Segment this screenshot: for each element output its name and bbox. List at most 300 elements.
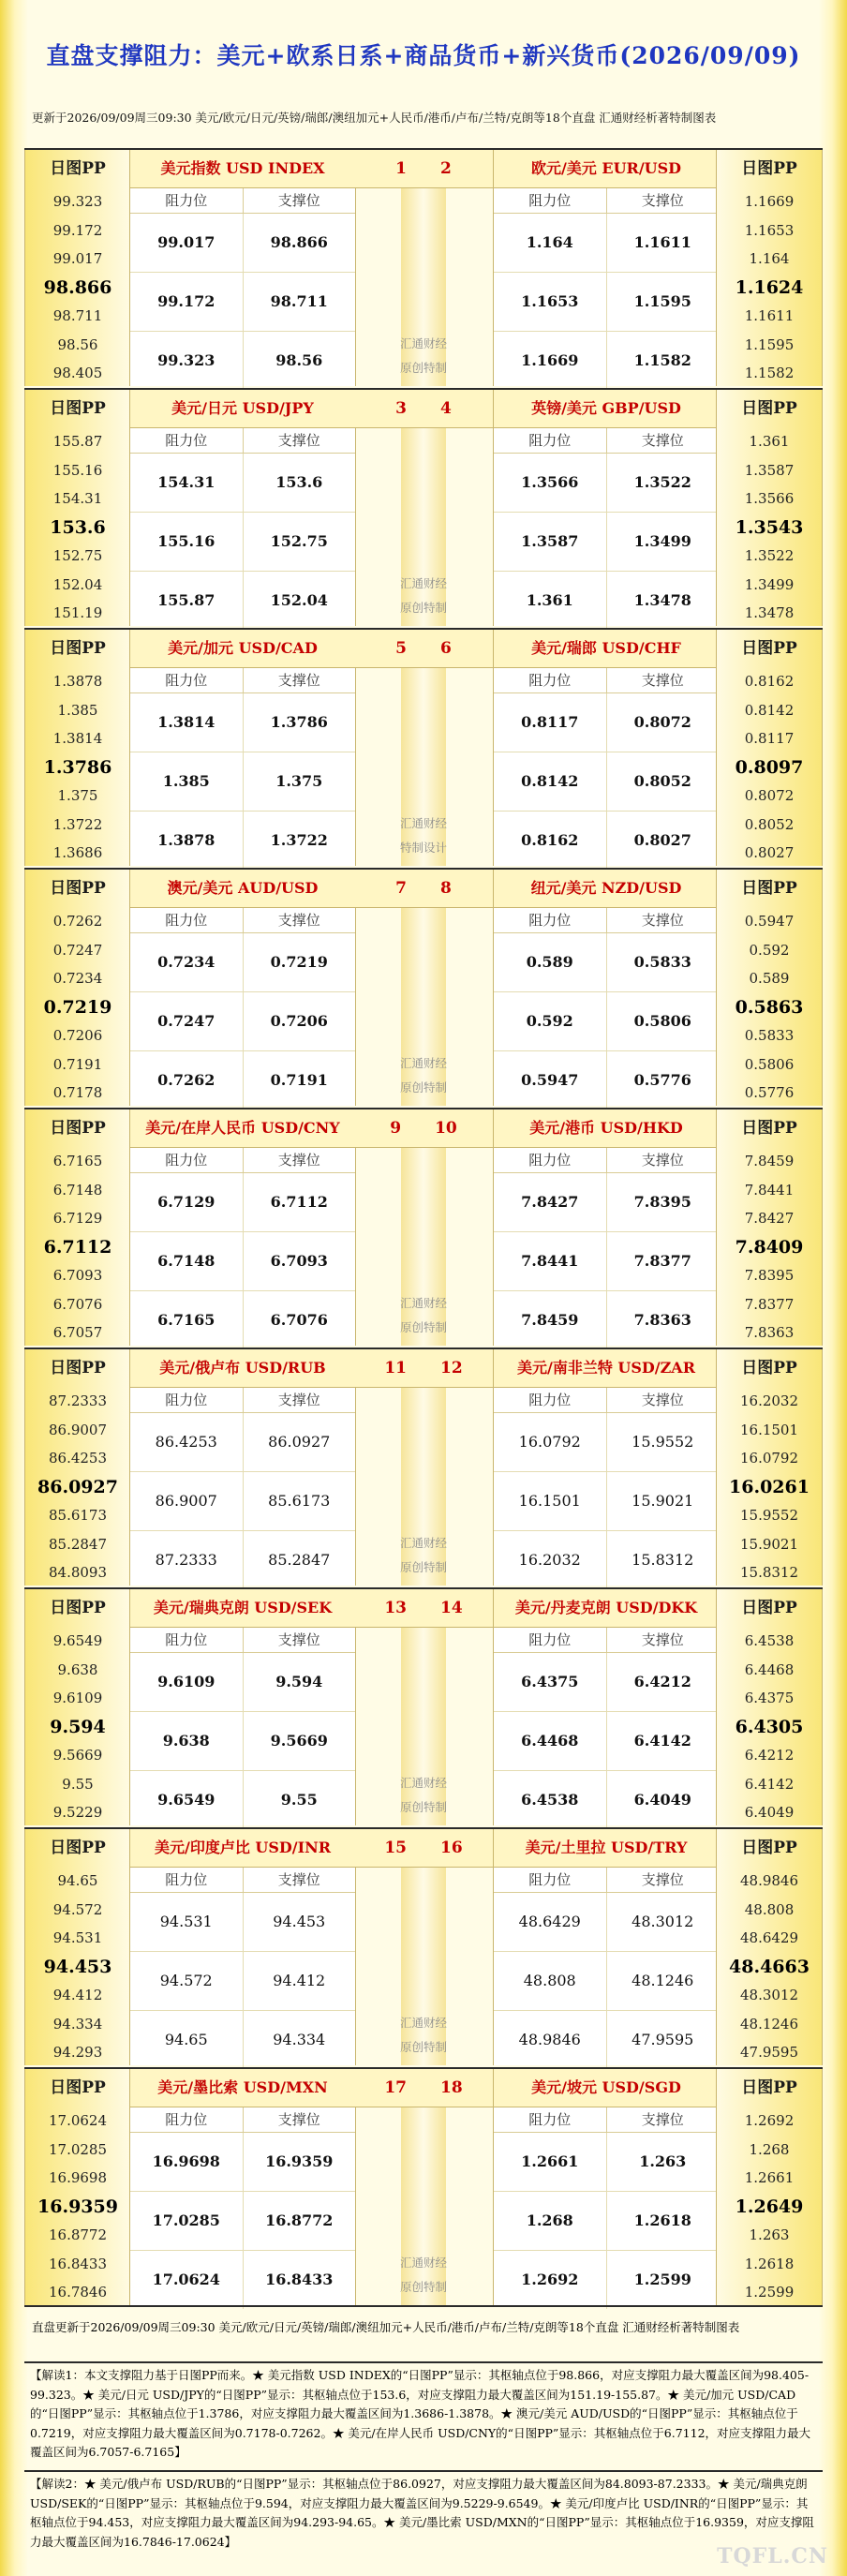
watermark-text <box>382 1531 465 1580</box>
pp-level: 0.7178 <box>52 1084 103 1101</box>
support-header: 支撑位 <box>606 1868 720 1892</box>
resistance-value: 99.172 <box>157 292 215 310</box>
support-value: 48.3012 <box>606 1893 720 1951</box>
level-row <box>494 2011 719 2069</box>
pp-column-left <box>24 150 131 386</box>
pivot-value: 1.3543 <box>735 516 804 538</box>
level-row <box>130 572 355 630</box>
levels-table-right <box>493 1589 720 1825</box>
levels-table-right <box>493 630 720 866</box>
support-value: 98.866 <box>243 214 356 272</box>
pp-level: 0.5776 <box>744 1084 795 1101</box>
pp-column-left <box>24 630 131 866</box>
pp-column-right <box>716 390 823 626</box>
support-header: 支撑位 <box>243 1868 356 1892</box>
pp-level: 1.1669 <box>744 193 795 210</box>
support-value: 0.7219 <box>243 933 356 991</box>
pp-level: 99.323 <box>52 193 103 210</box>
support-value: 15.9021 <box>606 1472 720 1530</box>
pair-name: 澳元/美元 AUD/USD <box>130 870 355 908</box>
support-value: 1.375 <box>243 752 356 811</box>
pp-level: 155.16 <box>52 461 103 479</box>
watermark-text <box>382 812 465 860</box>
pp-level: 0.7206 <box>52 1027 103 1044</box>
pair-index-column <box>354 1589 493 1825</box>
pair-row <box>24 2067 823 2307</box>
pp-level: 94.412 <box>52 1987 103 2003</box>
resistance-value: 16.2032 <box>518 1551 581 1569</box>
pivot-value: 16.9359 <box>37 2196 118 2217</box>
pp-level: 0.8142 <box>744 701 795 719</box>
resistance-value: 86.9007 <box>155 1492 217 1510</box>
pp-level: 48.3012 <box>739 1987 799 2003</box>
pp-column-left <box>24 1109 131 1346</box>
resistance-value: 1.385 <box>162 772 210 790</box>
pp-level: 7.8441 <box>744 1181 795 1199</box>
support-value: 1.3722 <box>243 812 356 870</box>
level-row <box>494 2251 719 2309</box>
pair-row <box>24 628 823 868</box>
support-header: 支撑位 <box>606 1148 720 1172</box>
support-value: 9.55 <box>243 1771 356 1829</box>
support-value: 6.7112 <box>243 1173 356 1231</box>
pp-column-left <box>24 870 131 1106</box>
support-header: 支撑位 <box>606 428 720 453</box>
resistance-value: 17.0624 <box>152 2271 220 2288</box>
pp-level: 6.4142 <box>744 1775 795 1793</box>
support-value: 6.7076 <box>243 1291 356 1349</box>
level-row <box>130 273 355 332</box>
resistance-value: 17.0285 <box>152 2211 220 2229</box>
watermark-text <box>382 1051 465 1100</box>
resistance-value: 7.8441 <box>521 1252 579 1270</box>
pair-numbers <box>354 390 493 428</box>
watermark-line-2: 原创特制 <box>399 2280 447 2294</box>
level-row <box>130 1413 355 1472</box>
resistance-value: 86.4253 <box>155 1433 217 1451</box>
support-value: 98.711 <box>243 273 356 331</box>
resistance-value: 1.1669 <box>521 351 579 369</box>
column-headers <box>130 1628 355 1653</box>
level-row <box>130 2251 355 2309</box>
pp-level: 7.8427 <box>744 1210 795 1227</box>
level-row <box>494 1952 719 2011</box>
pp-level: 6.7076 <box>52 1295 103 1313</box>
pp-level: 1.1595 <box>744 335 795 353</box>
support-header: 支撑位 <box>606 188 720 213</box>
pp-level: 94.572 <box>52 1900 103 1918</box>
pp-column-right <box>716 1349 823 1586</box>
resistance-header: 阻力位 <box>165 1152 208 1169</box>
levels-table-left <box>129 1589 356 1825</box>
level-row <box>494 2192 719 2251</box>
pair-numbers <box>354 630 493 668</box>
levels-table-left <box>129 630 356 866</box>
pp-level: 9.5669 <box>52 1747 103 1764</box>
row-divider <box>24 2305 823 2307</box>
resistance-value: 0.8142 <box>521 772 579 790</box>
pivot-value: 9.594 <box>50 1716 106 1737</box>
pp-level: 0.5947 <box>744 913 795 930</box>
resistance-header: 阻力位 <box>165 192 208 209</box>
pair-row <box>24 868 823 1108</box>
level-row <box>130 1051 355 1109</box>
pp-level: 0.5833 <box>744 1027 795 1044</box>
support-header: 支撑位 <box>243 1148 356 1172</box>
resistance-value: 1.164 <box>526 233 573 251</box>
pp-level: 6.4538 <box>744 1632 795 1649</box>
level-row <box>494 273 719 332</box>
column-headers <box>130 2107 355 2133</box>
level-row <box>130 1232 355 1291</box>
resistance-value: 6.4468 <box>521 1732 579 1750</box>
column-headers <box>494 1868 719 1893</box>
level-row <box>130 693 355 752</box>
pair-name: 纽元/美元 NZD/USD <box>494 870 719 908</box>
levels-table-right <box>493 1829 720 2065</box>
support-value: 152.04 <box>243 572 356 630</box>
resistance-value: 0.592 <box>526 1012 573 1030</box>
pivot-value: 1.2649 <box>735 2196 804 2217</box>
pp-level: 0.8052 <box>744 815 795 833</box>
pivot-value: 1.3786 <box>43 756 112 778</box>
support-value: 0.7191 <box>243 1051 356 1109</box>
levels-table-right <box>493 1349 720 1586</box>
update-info-bottom: 直盘更新于2026/09/09周三09:30 美元/欧元/日元/英镑/瑞郎/澳纽加元+人民币/港币/卢布/兰特/克朗等18个直盘 汇通财经析著特制图表 <box>32 2320 740 2334</box>
resistance-header: 阻力位 <box>528 192 572 209</box>
resistance-value: 1.3878 <box>157 831 215 849</box>
resistance-value: 16.1501 <box>518 1492 581 1510</box>
pp-level: 1.3522 <box>744 547 795 564</box>
support-value: 6.7093 <box>243 1232 356 1290</box>
pp-level: 0.8027 <box>744 844 795 861</box>
pp-level: 152.04 <box>52 575 103 593</box>
page-title: 直盘支撑阻力：美元+欧系日系+商品货币+新兴货币(2026/09/09) <box>46 42 801 69</box>
support-value: 1.1611 <box>606 214 720 272</box>
resistance-header: 阻力位 <box>528 1631 572 1648</box>
pp-level: 1.2599 <box>744 2284 795 2301</box>
support-value: 94.453 <box>243 1893 356 1951</box>
pp-level: 86.9007 <box>48 1421 108 1438</box>
resistance-header: 阻力位 <box>165 1871 208 1888</box>
level-row <box>130 2192 355 2251</box>
resistance-value: 99.017 <box>157 233 215 251</box>
support-value: 48.1246 <box>606 1952 720 2010</box>
support-value: 0.8052 <box>606 752 720 811</box>
level-row <box>494 812 719 870</box>
pp-level: 87.2333 <box>48 1392 108 1409</box>
support-value: 0.8027 <box>606 812 720 870</box>
pair-name: 美元/在岸人民币 USD/CNY <box>130 1109 355 1148</box>
column-headers <box>494 908 719 933</box>
pp-header: 日图PP <box>741 2078 797 2097</box>
column-headers <box>494 188 719 214</box>
pivot-value: 6.7112 <box>43 1236 112 1258</box>
levels-table-left <box>129 1829 356 2065</box>
support-value: 1.3478 <box>606 572 720 630</box>
pair-number-left: 11 <box>384 1359 407 1377</box>
resistance-value: 9.6549 <box>157 1791 215 1809</box>
resistance-header: 阻力位 <box>528 432 572 449</box>
support-value: 0.8072 <box>606 693 720 752</box>
pp-header: 日图PP <box>741 399 797 418</box>
watermark-line-1: 汇通财经 <box>399 1056 447 1070</box>
pp-column-right <box>716 1589 823 1825</box>
level-row <box>130 933 355 992</box>
resistance-header: 阻力位 <box>528 2111 572 2128</box>
resistance-value: 1.3814 <box>157 713 215 731</box>
pp-level: 1.268 <box>749 2140 790 2158</box>
resistance-value: 6.4538 <box>521 1791 579 1809</box>
pp-level: 1.3722 <box>52 815 103 833</box>
pair-name: 美元/加元 USD/CAD <box>130 630 355 668</box>
pair-row <box>24 388 823 628</box>
level-row <box>130 1472 355 1531</box>
watermark-line-2: 原创特制 <box>399 361 447 375</box>
pp-header: 日图PP <box>50 2078 106 2097</box>
resistance-value: 1.361 <box>526 591 573 609</box>
level-row <box>494 2133 719 2192</box>
watermark-line-1: 汇通财经 <box>399 336 447 350</box>
levels-table-right <box>493 1109 720 1346</box>
pair-numbers <box>354 1109 493 1148</box>
pp-header: 日图PP <box>741 1599 797 1617</box>
levels-table-left <box>129 1109 356 1346</box>
level-row <box>494 1413 719 1472</box>
pair-number-right: 16 <box>440 1839 463 1857</box>
pp-level: 16.8433 <box>48 2255 108 2272</box>
pp-level: 85.6173 <box>48 1507 108 1524</box>
resistance-value: 0.7234 <box>157 953 215 971</box>
pp-level: 155.87 <box>52 433 103 450</box>
pair-name: 美元/日元 USD/JPY <box>130 390 355 428</box>
resistance-value: 1.2661 <box>521 2152 579 2170</box>
column-headers <box>130 428 355 454</box>
pp-header: 日图PP <box>741 1839 797 1857</box>
level-row <box>130 1173 355 1232</box>
levels-table-right <box>493 390 720 626</box>
pp-header: 日图PP <box>741 1119 797 1138</box>
pp-level: 1.361 <box>749 433 790 450</box>
resistance-value: 7.8427 <box>521 1193 579 1211</box>
level-row <box>130 752 355 812</box>
pp-level: 94.293 <box>52 2044 103 2061</box>
resistance-header: 阻力位 <box>165 1631 208 1648</box>
watermark-line-1: 汇通财经 <box>399 2256 447 2270</box>
support-header: 支撑位 <box>243 428 356 453</box>
pp-level: 1.263 <box>749 2226 790 2243</box>
support-value: 15.9552 <box>606 1413 720 1471</box>
column-headers <box>130 908 355 933</box>
pair-name: 美元/坡元 USD/SGD <box>494 2069 719 2107</box>
resistance-value: 155.16 <box>157 532 215 550</box>
pair-index-column <box>354 870 493 1106</box>
pp-level: 98.405 <box>52 365 103 381</box>
level-row <box>130 1291 355 1349</box>
support-value: 16.9359 <box>243 2133 356 2191</box>
resistance-value: 6.7148 <box>157 1252 215 1270</box>
pp-level: 0.8117 <box>744 730 795 747</box>
level-row <box>494 752 719 812</box>
watermark-line-2: 原创特制 <box>399 1800 447 1814</box>
watermark-line-2: 原创特制 <box>399 601 447 615</box>
pp-level: 1.1653 <box>744 221 795 239</box>
pp-level: 94.334 <box>52 2015 103 2033</box>
pair-number-left: 7 <box>395 879 407 898</box>
watermark-line-2: 原创特制 <box>399 1320 447 1334</box>
resistance-value: 155.87 <box>157 591 215 609</box>
resistance-header: 阻力位 <box>528 1392 572 1408</box>
pp-level: 16.7846 <box>48 2284 108 2301</box>
levels-table-left <box>129 390 356 626</box>
note-2: 【解读2：★ 美元/俄卢布 USD/RUB的“日图PP”显示：其枢轴点位于86.0927，对应支撑阻力最大覆盖区间为84.8093-87.2333。★ 美元/瑞典克朗 USD/SEK的“日图PP”显示：其枢轴点位于9.594，对应支撑阻力最大覆盖区间为9.5229-9.6549。★ 美元/印度卢比 USD/INR的“日图PP”显示：其枢轴点位于94.453，对应支撑阻力最大覆盖区间为94.293-94.65。★ 美元/墨比索 USD/MXN的“日图PP”显示：其枢轴点位于16.9359，对应支撑阻力最大覆盖区间为16.7846-17.0624】 <box>24 2470 823 2554</box>
level-row <box>494 1712 719 1771</box>
pp-level: 15.9021 <box>739 1535 799 1553</box>
column-headers <box>130 188 355 214</box>
resistance-value: 48.6429 <box>518 1913 581 1930</box>
watermark-line-1: 汇通财经 <box>399 816 447 830</box>
pair-row <box>24 1108 823 1348</box>
pair-number-right: 2 <box>440 159 452 178</box>
pp-level: 17.0285 <box>48 2140 108 2158</box>
resistance-header: 阻力位 <box>528 912 572 929</box>
pair-number-right: 12 <box>440 1359 463 1377</box>
level-row <box>494 1291 719 1349</box>
resistance-value: 9.638 <box>162 1732 210 1750</box>
pivot-value: 86.0927 <box>37 1476 118 1497</box>
watermark-line-2: 原创特制 <box>399 1560 447 1574</box>
watermark-line-2: 特制设计 <box>399 841 447 855</box>
column-headers <box>130 1148 355 1173</box>
resistance-value: 1.3587 <box>521 532 579 550</box>
pivot-value: 153.6 <box>50 516 106 538</box>
pp-level: 151.19 <box>52 604 103 621</box>
support-value: 0.5833 <box>606 933 720 991</box>
pp-level: 16.8772 <box>48 2226 108 2243</box>
pp-level: 6.4375 <box>744 1690 795 1706</box>
resistance-value: 0.8117 <box>521 713 579 731</box>
watermark-text <box>382 2251 465 2300</box>
pp-level: 9.5229 <box>52 1804 103 1821</box>
support-value: 9.594 <box>243 1653 356 1711</box>
pp-level: 1.1611 <box>744 307 795 324</box>
pp-header: 日图PP <box>50 399 106 418</box>
pp-level: 16.2032 <box>739 1392 799 1409</box>
pp-level: 1.3566 <box>744 490 795 507</box>
support-value: 98.56 <box>243 332 356 390</box>
column-headers <box>494 1388 719 1413</box>
pp-level: 9.55 <box>62 1775 94 1793</box>
resistance-value: 0.589 <box>526 953 573 971</box>
pp-level: 0.7234 <box>52 970 103 987</box>
resistance-value: 16.9698 <box>152 2152 220 2170</box>
pair-index-column <box>354 150 493 386</box>
pp-level: 85.2847 <box>48 1535 108 1553</box>
pp-level: 154.31 <box>52 490 103 507</box>
pair-name: 美元/瑞典克朗 USD/SEK <box>130 1589 355 1628</box>
support-header: 支撑位 <box>243 908 356 932</box>
pp-level: 16.1501 <box>739 1421 799 1438</box>
watermark-line-1: 汇通财经 <box>399 576 447 590</box>
level-row <box>494 1531 719 1589</box>
support-value: 16.8772 <box>243 2192 356 2250</box>
column-headers <box>494 2107 719 2133</box>
pair-numbers <box>354 1349 493 1388</box>
column-headers <box>130 668 355 693</box>
pp-level: 0.589 <box>749 970 790 987</box>
pp-level: 1.3499 <box>744 575 795 593</box>
support-value: 86.0927 <box>243 1413 356 1471</box>
pp-level: 6.4212 <box>744 1747 795 1764</box>
pp-level: 1.3478 <box>744 604 795 621</box>
pp-level: 94.65 <box>57 1872 98 1889</box>
support-value: 1.1595 <box>606 273 720 331</box>
pp-level: 1.3814 <box>52 730 103 747</box>
resistance-value: 6.4375 <box>521 1673 579 1690</box>
pair-index-column <box>354 2069 493 2305</box>
column-headers <box>494 428 719 454</box>
watermark-text <box>382 2011 465 2060</box>
pp-column-right <box>716 630 823 866</box>
level-row <box>494 454 719 513</box>
level-row <box>494 693 719 752</box>
support-value: 9.5669 <box>243 1712 356 1770</box>
support-value: 1.3522 <box>606 454 720 512</box>
pair-number-right: 8 <box>440 879 452 898</box>
pair-name: 美元/瑞郎 USD/CHF <box>494 630 719 668</box>
pp-level: 7.8395 <box>744 1267 795 1284</box>
resistance-value: 94.65 <box>164 2031 208 2048</box>
watermark-text <box>382 1771 465 1820</box>
support-value: 94.412 <box>243 1952 356 2010</box>
support-value: 0.5776 <box>606 1051 720 1109</box>
pp-column-left <box>24 390 131 626</box>
support-value: 1.2618 <box>606 2192 720 2250</box>
column-headers <box>130 1868 355 1893</box>
site-watermark: TQFL.CN <box>717 2544 828 2569</box>
resistance-header: 阻力位 <box>165 1392 208 1408</box>
support-header: 支撑位 <box>606 1628 720 1652</box>
support-value: 1.3499 <box>606 513 720 571</box>
pair-row <box>24 148 823 388</box>
pp-level: 15.8312 <box>739 1564 799 1581</box>
support-header: 支撑位 <box>606 2107 720 2132</box>
level-row <box>130 214 355 273</box>
pp-level: 6.4468 <box>744 1660 795 1678</box>
resistance-value: 1.1653 <box>521 292 579 310</box>
support-value: 15.8312 <box>606 1531 720 1589</box>
level-row <box>494 1051 719 1109</box>
pair-index-column <box>354 1829 493 2065</box>
support-value: 0.5806 <box>606 992 720 1050</box>
pp-level: 6.7057 <box>52 1324 103 1341</box>
watermark-line-1: 汇通财经 <box>399 1776 447 1790</box>
pp-level: 15.9552 <box>739 1507 799 1524</box>
resistance-header: 阻力位 <box>165 672 208 689</box>
support-value: 16.8433 <box>243 2251 356 2309</box>
pivot-value: 7.8409 <box>735 1236 804 1258</box>
level-row <box>494 933 719 992</box>
levels-table-right <box>493 2069 720 2305</box>
pp-level: 1.3686 <box>52 844 103 861</box>
level-row <box>130 2011 355 2069</box>
support-header: 支撑位 <box>243 668 356 692</box>
pp-level: 6.7129 <box>52 1210 103 1227</box>
pp-level: 1.3878 <box>52 673 103 690</box>
level-row <box>130 2133 355 2192</box>
pair-name: 美元/印度卢比 USD/INR <box>130 1829 355 1868</box>
resistance-value: 87.2333 <box>155 1551 217 1569</box>
